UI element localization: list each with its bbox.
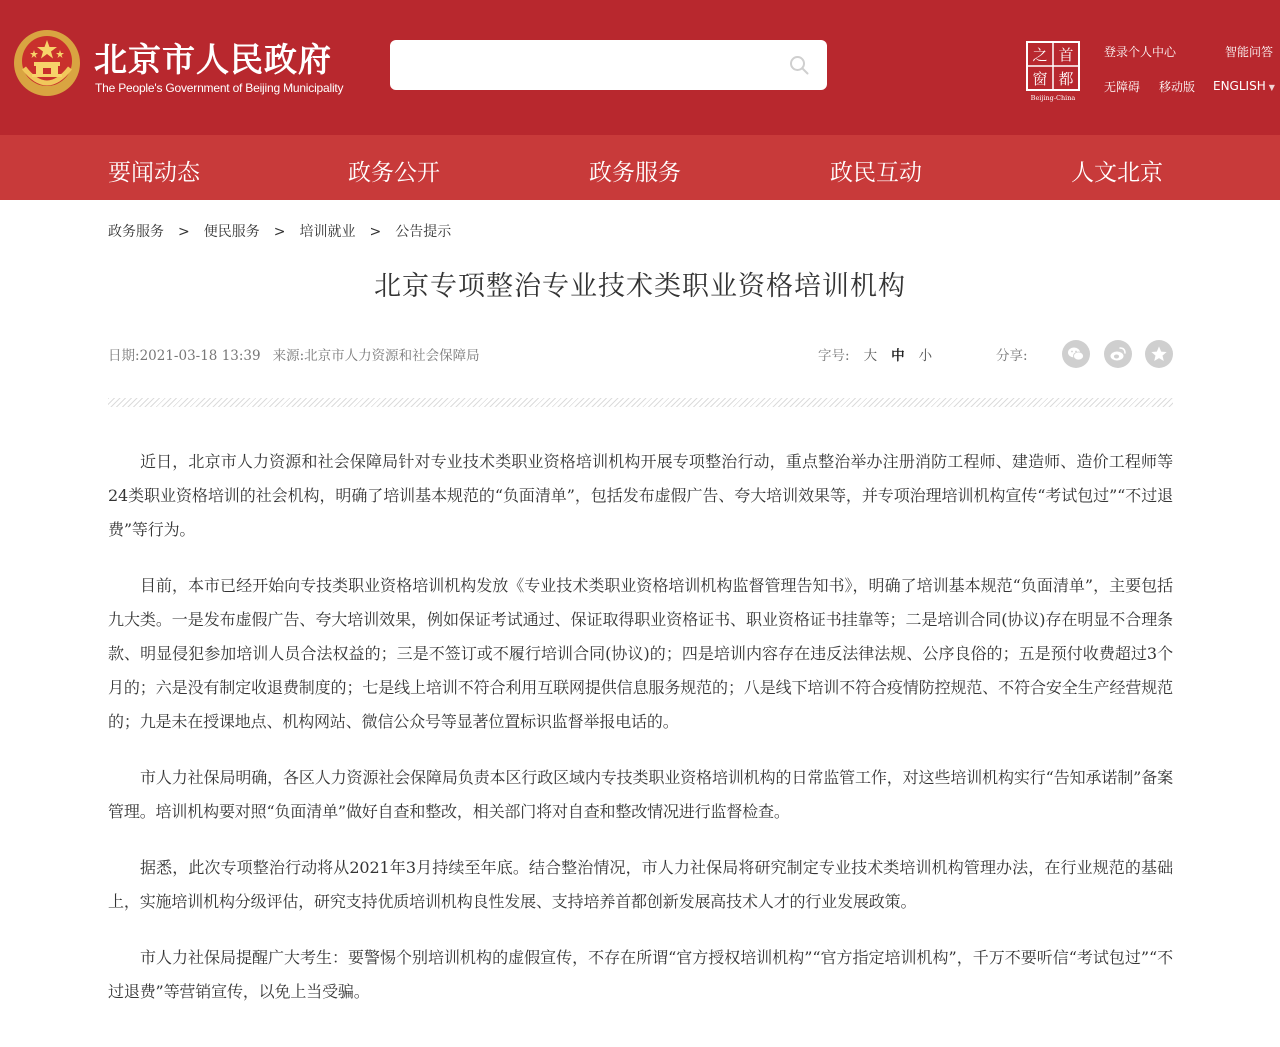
nav-item-gov-services[interactable]: 政务服务 bbox=[589, 160, 681, 186]
font-size-medium[interactable]: 中 bbox=[891, 348, 905, 364]
search-input[interactable] bbox=[390, 40, 770, 90]
share-favorite-button[interactable] bbox=[1145, 340, 1173, 368]
wechat-icon bbox=[1067, 345, 1085, 363]
nav-item-gov-affairs[interactable]: 政务公开 bbox=[348, 160, 440, 186]
breadcrumb-item-notices[interactable]: 公告提示 bbox=[395, 224, 452, 240]
site-header bbox=[0, 0, 1280, 135]
breadcrumb-separator: > bbox=[369, 224, 382, 240]
date-label: 日期: bbox=[108, 348, 140, 364]
mobile-link[interactable]: 移动版 bbox=[1159, 80, 1196, 94]
caret-down-icon: ▼ bbox=[1268, 83, 1275, 92]
capital-logo-char: 首 bbox=[1058, 46, 1074, 64]
nav-item-interaction[interactable]: 政民互动 bbox=[830, 160, 922, 186]
main-nav bbox=[0, 135, 1280, 200]
article-paragraph: 近日，北京市人力资源和社会保障局针对专业技术类职业资格培训机构开展专项整治行动，重点整治举办注册消防工程师、建造师、造价工程师等24类职业资格培训的社会机构，明确了培训基本规范的“负面清单”，包括发布虚假广告、夸大培训效果等，并专项治理培训机构宣传“考试包过”“不过退费”等行为。 bbox=[108, 452, 1173, 539]
font-size-label: 字号: bbox=[818, 348, 850, 364]
site-subtitle: The People's Government of Beijing Municipality bbox=[95, 81, 344, 95]
article-title: 北京专项整治专业技术类职业资格培训机构 bbox=[374, 271, 906, 302]
share-label: 分享: bbox=[996, 348, 1028, 364]
capital-logo-char: 之 bbox=[1032, 46, 1048, 64]
search-icon[interactable] bbox=[789, 55, 809, 75]
font-size-large[interactable]: 大 bbox=[863, 348, 878, 364]
english-dropdown[interactable] bbox=[1213, 79, 1275, 93]
publish-date: 2021-03-18 13:39 bbox=[139, 348, 261, 364]
nav-item-news[interactable]: 要闻动态 bbox=[108, 160, 200, 186]
article-source: 北京市人力资源和社会保障局 bbox=[304, 348, 480, 364]
login-link[interactable]: 登录个人中心 bbox=[1104, 45, 1177, 59]
article-paragraph: 市人力社保局提醒广大考生：要警惕个别培训机构的虚假宣传，不存在所谓“官方授权培训机构”“官方指定培训机构”，千万不要听信“考试包过”“不过退费”等营销宣传，以免上当受骗。 bbox=[108, 948, 1173, 1001]
capital-logo-caption: Beijing-China bbox=[1030, 94, 1076, 102]
article-paragraph: 市人力社保局明确，各区人力资源社会保障局负责本区行政区域内专技类职业资格培训机构的日常监管工作，对这些培训机构实行“告知承诺制”备案管理。培训机构要对照“负面清单”做好自查和整改，相关部门将对自查和整改情况进行监督检查。 bbox=[108, 768, 1173, 821]
capital-window-logo-icon[interactable] bbox=[1024, 40, 1082, 102]
breadcrumb-separator: > bbox=[273, 224, 286, 240]
accessibility-link[interactable]: 无障碍 bbox=[1104, 80, 1141, 94]
article-meta bbox=[108, 344, 480, 364]
search-box bbox=[390, 40, 827, 90]
breadcrumb-item-training[interactable]: 培训就业 bbox=[299, 224, 356, 240]
breadcrumb-separator: > bbox=[178, 224, 190, 240]
capital-logo-char: 窗 bbox=[1032, 70, 1048, 88]
site-title[interactable]: 北京市人民政府 bbox=[94, 40, 332, 79]
smart-qa-link[interactable]: 智能问答 bbox=[1225, 45, 1274, 59]
source-label: 来源: bbox=[272, 348, 305, 364]
article-body bbox=[108, 445, 1173, 1031]
national-emblem-icon[interactable] bbox=[12, 28, 82, 98]
breadcrumb bbox=[108, 221, 451, 241]
nav-item-culture[interactable]: 人文北京 bbox=[1071, 160, 1163, 186]
breadcrumb-item-gov-services[interactable]: 政务服务 bbox=[108, 224, 164, 240]
share-wechat-button[interactable] bbox=[1062, 340, 1090, 368]
english-label: ENGLISH bbox=[1213, 79, 1266, 93]
capital-logo-char: 都 bbox=[1058, 70, 1074, 88]
weibo-icon bbox=[1109, 345, 1127, 363]
article-paragraph: 目前，本市已经开始向专技类职业资格培训机构发放《专业技术类职业资格培训机构监督管理告知书》，明确了培训基本规范“负面清单”，主要包括九大类。一是发布虚假广告、夸大培训效果，例如保证考试通过、保证取得职业资格证书、职业资格证书挂靠等；二是培训合同(协议)存在明显不合理条款、明显侵犯参加培训人员合法权益的；三是不签订或不履行培训合同(协议)的；四是培训内容存在违反法律法规、公序良俗的；五是预付收费超过3个月的；六是没有制定收退费制度的；七是线上培训不符合利用互联网提供信息服务规范的；八是线下培训不符合疫情防控规范、不符合安全生产经营规范的；九是未在授课地点、机构网站、微信公众号等显著位置标识监督举报电话的。 bbox=[108, 576, 1173, 731]
share-weibo-button[interactable] bbox=[1104, 340, 1132, 368]
article-divider bbox=[108, 398, 1173, 407]
star-icon bbox=[1150, 345, 1168, 363]
font-size-control bbox=[818, 344, 932, 364]
article-paragraph: 据悉，此次专项整治行动将从2021年3月持续至年底。结合整治情况，市人力社保局将研究制定专业技术类培训机构管理办法，在行业规范的基础上，实施培训机构分级评估，研究支持优质培训机构良性发展、支持培养首都创新发展高技术人才的行业发展政策。 bbox=[108, 858, 1173, 911]
font-size-small[interactable]: 小 bbox=[918, 348, 933, 364]
breadcrumb-item-convenience[interactable]: 便民服务 bbox=[203, 224, 260, 240]
